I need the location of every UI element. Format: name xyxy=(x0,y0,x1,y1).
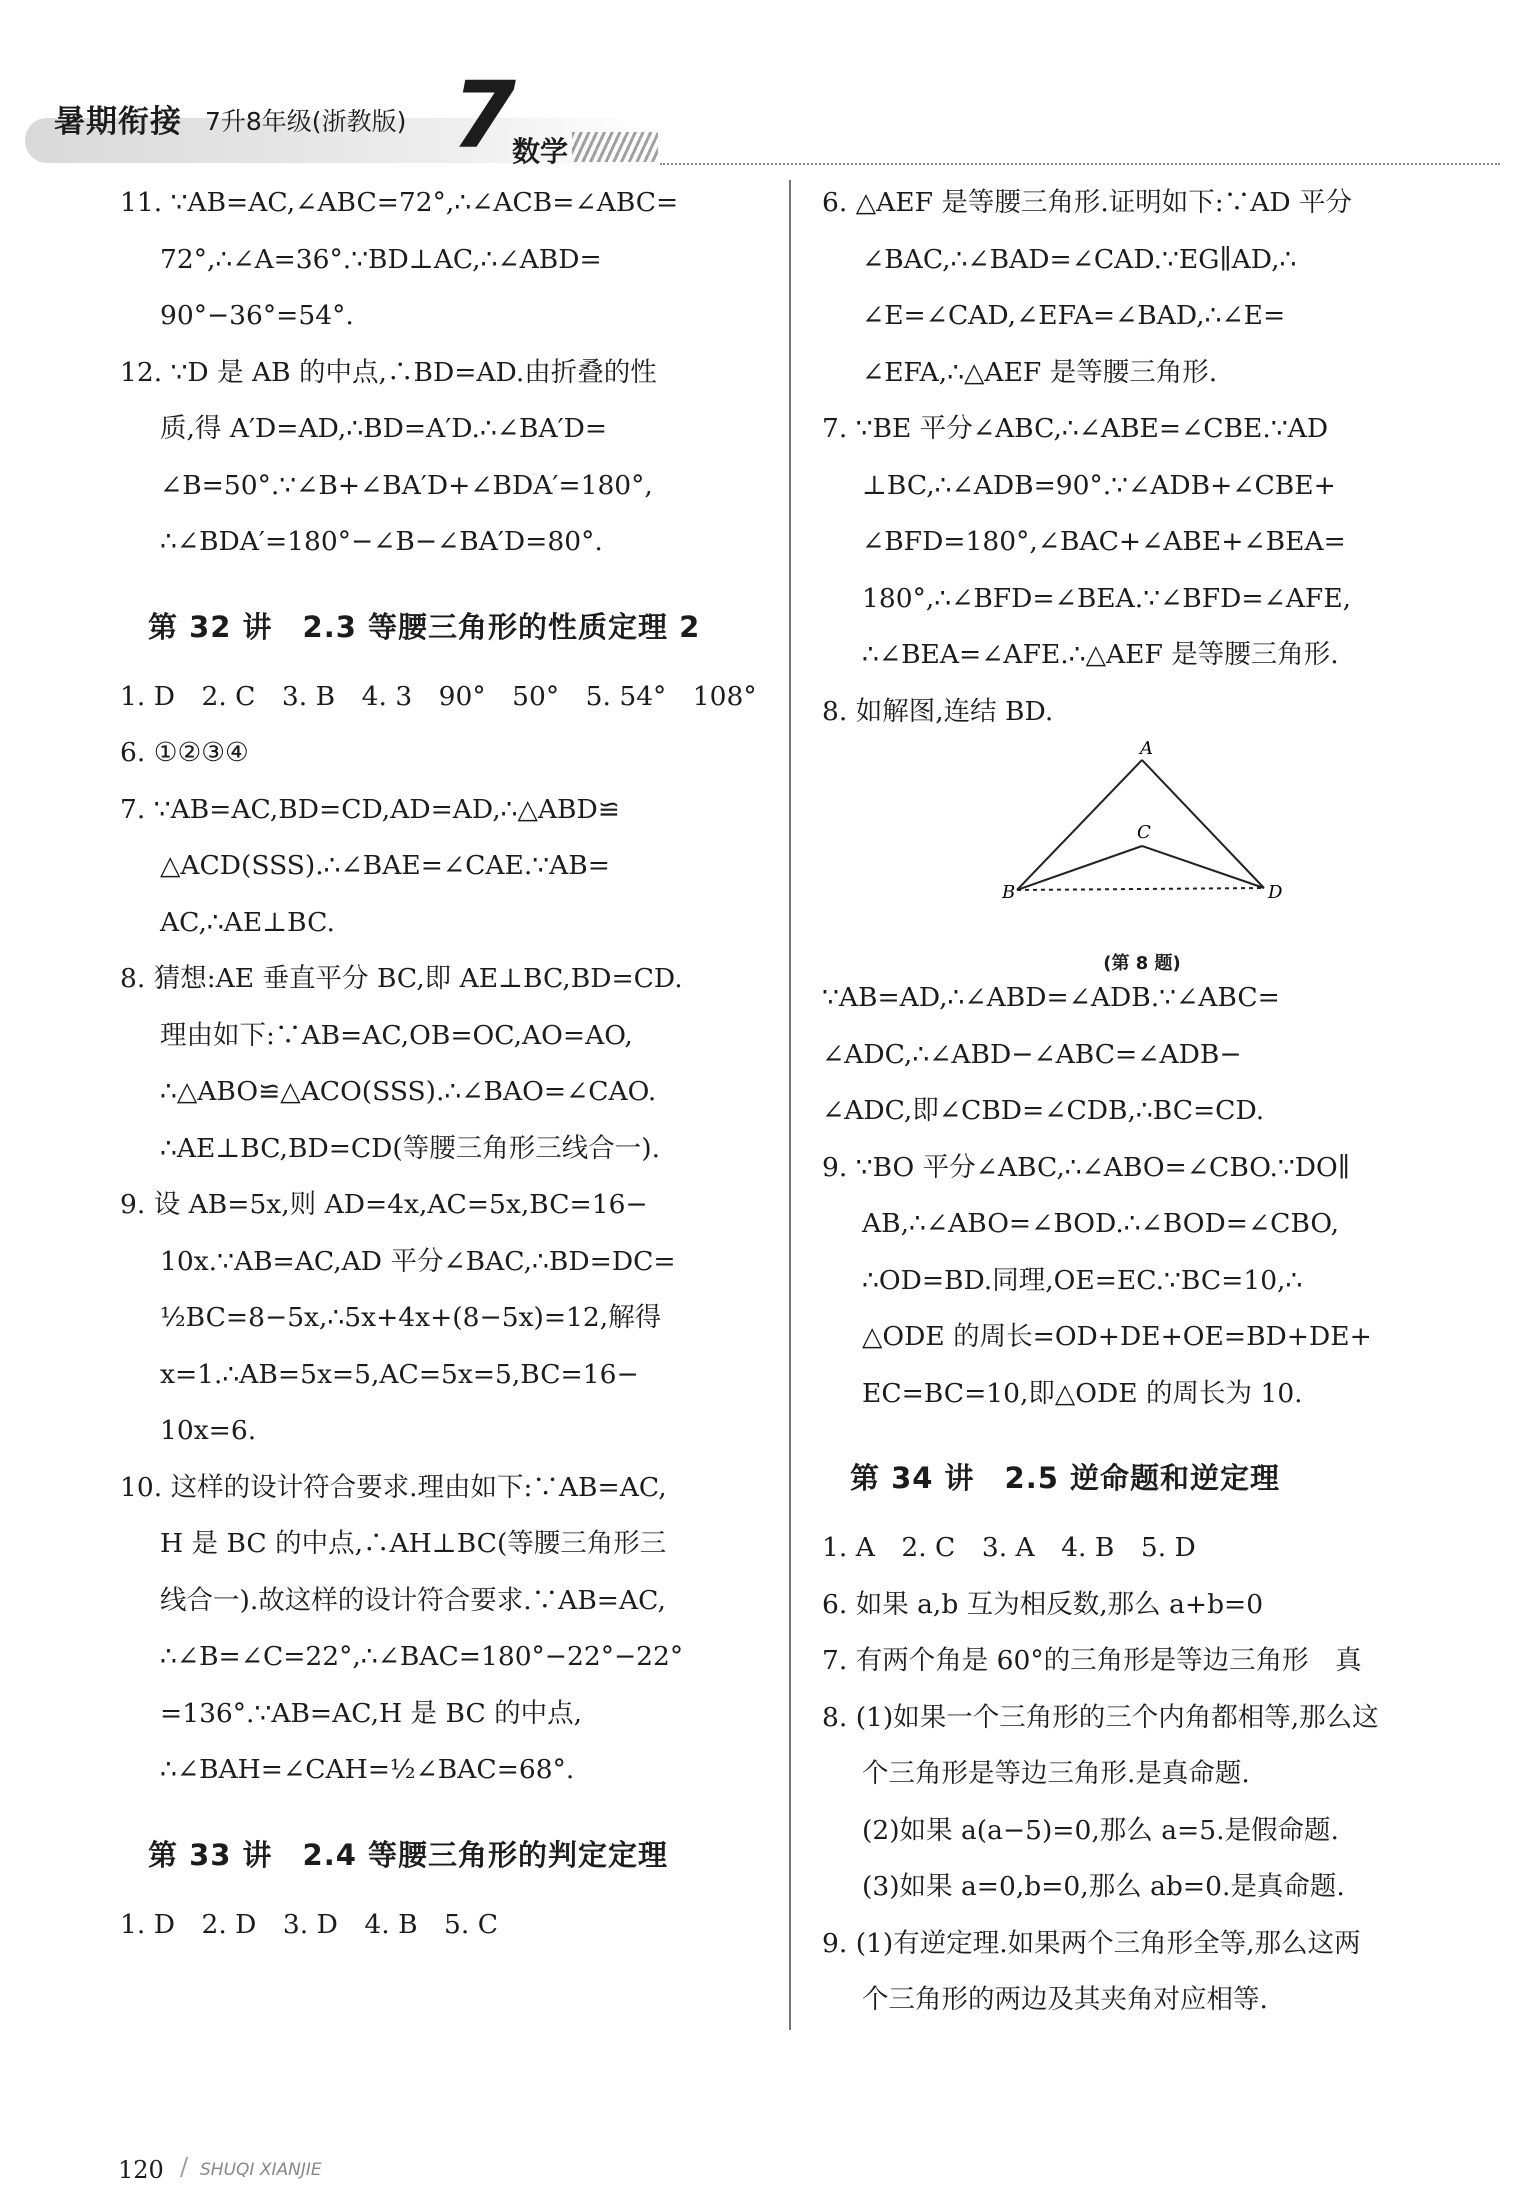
header-dotted-rule xyxy=(660,163,1500,165)
triangle-diagram xyxy=(1002,740,1282,940)
answers-33: 1. D 2. D 3. D 4. B 5. C xyxy=(120,1908,499,1940)
page-number: 120 xyxy=(118,2156,164,2184)
answer-6: 6. ①②③④ xyxy=(120,737,249,768)
answer-7: 7. ∵AB=AC,BD=CD,AD=AD,∴△ABD≌ △ACD(SSS).∴∠BAE=∠CAE.∵AB= AC,∴AE⊥BC. xyxy=(120,793,620,938)
footer-slash: / xyxy=(180,2153,189,2181)
grade-label: 7升8年级(浙教版) xyxy=(205,107,407,136)
column-divider xyxy=(789,180,791,2030)
answer-7-proof: 7. ∵BE 平分∠ABC,∴∠ABE=∠CBE.∵AD ⊥BC,∴∠ADB=90°.∵∠ADB+∠CBE+ ∠BFD=180°,∠BAC+∠ABE+∠BEA= 180°,∴∠BFD=∠BEA.∵∠BFD=∠AFE, ∴∠BEA=∠AFE.∴△AEF 是等腰三角形. xyxy=(822,413,1352,670)
series-name: SHUQI XIANJIE xyxy=(200,2160,322,2180)
figure-8 xyxy=(822,740,1462,974)
answer-8: 8. 猜想:AE 垂直平分 BC,即 AE⊥BC,BD=CD. 理由如下:∵AB=AC,OB=OC,AO=AO, ∴△ABO≌△ACO(SSS).∴∠BAO=∠CAO. ∴AE⊥BC,BD=CD(等腰三角形三线合一). xyxy=(120,963,683,1164)
answer-12: 12. ∵D 是 AB 的中点,∴BD=AD.由折叠的性 质,得 A′D=AD,∴BD=A′D.∴∠BA′D= ∠B=50°.∵∠B+∠BA′D+∠BDA′=180°, ∴∠BDA′=180°−∠B−∠BA′D=80°. xyxy=(120,356,657,557)
section-title-34: 第 34 讲 2.5 逆命题和逆定理 xyxy=(850,1461,1281,1495)
stripes-decoration xyxy=(572,132,658,162)
answer-9-proof: 9. ∵BO 平分∠ABC,∴∠ABO=∠CBO.∵DO∥ AB,∴∠ABO=∠BOD.∴∠BOD=∠CBO, ∴OD=BD.同理,OE=EC.∵BC=10,∴ △ODE 的周长=OD+DE+OE=BD+DE+ EC=BC=10,即△ODE 的周长为 10. xyxy=(822,1151,1372,1409)
left-column xyxy=(120,175,760,1953)
answer-11: 11. ∵AB=AC,∠ABC=72°,∴∠ACB=∠ABC= 72°,∴∠A=36°.∵BD⊥AC,∴∠ABD= 90°−36°=54°. xyxy=(120,187,679,331)
section-title-32: 第 32 讲 2.3 等腰三角形的性质定理 2 xyxy=(148,609,701,644)
answer-8-proof: ∵AB=AD,∴∠ABD=∠ADB.∵∠ABC= ∠ADC,∴∠ABD−∠ABC=∠ADB− ∠ADC,即∠CBD=∠CDB,∴BC=CD. xyxy=(822,982,1280,1126)
edge-cd xyxy=(1142,846,1264,888)
right-column xyxy=(822,175,1462,2029)
section-title-33: 第 33 讲 2.4 等腰三角形的判定定理 xyxy=(148,1837,669,1872)
answers-1-5: 1. D 2. C 3. B 4. 3 90° 50° 5. 54° 108° xyxy=(120,680,757,712)
answer-8-part2: (2)如果 a(a−5)=0,那么 a=5.是假命题. xyxy=(862,1814,1339,1846)
label-d: D xyxy=(1268,882,1282,903)
edge-bd-dashed xyxy=(1017,888,1264,890)
label-a: A xyxy=(1140,740,1153,759)
answer-10: 10. 这样的设计符合要求.理由如下:∵AB=AC, H 是 BC 的中点,∴AH⊥BC(等腰三角形三 线合一).故这样的设计符合要求.∵AB=AC, ∴∠B=∠C=22°,∴∠BAC=180°−22°−22° =136°.∵AB=AC,H 是 BC 的中点, ∴∠BAH=∠CAH=½∠BAC=68°. xyxy=(120,1471,684,1785)
edge-bc xyxy=(1017,846,1142,890)
page-header xyxy=(0,0,1527,170)
answer-9: 9. 设 AB=5x,则 AD=4x,AC=5x,BC=16− 10x.∵AB=AC,AD 平分∠BAC,∴BD=DC= ½BC=8−5x,∴5x+4x+(8−5x)=12,解得 x=1.∴AB=5x=5,AC=5x=5,BC=16− 10x=6. xyxy=(120,1189,676,1446)
edge-ab xyxy=(1017,760,1142,890)
label-b: B xyxy=(1002,882,1016,903)
answer-6-converse: 6. 如果 a,b 互为相反数,那么 a+b=0 xyxy=(822,1588,1264,1620)
answers-34: 1. A 2. C 3. A 4. B 5. D xyxy=(822,1532,1196,1563)
answer-8-intro: 8. 如解图,连结 BD. xyxy=(822,695,1054,727)
subject-label: 数学 xyxy=(512,135,569,168)
label-c: C xyxy=(1137,822,1151,843)
answer-8-part3: (3)如果 a=0,b=0,那么 ab=0.是真命题. xyxy=(862,1871,1345,1902)
answer-6-proof: 6. △AEF 是等腰三角形.证明如下:∵AD 平分 ∠BAC,∴∠BAD=∠CAD.∵EG∥AD,∴ ∠E=∠CAD,∠EFA=∠BAD,∴∠E= ∠EFA,∴△AEF 是等腰三角形. xyxy=(822,187,1353,388)
book-title: 暑期衔接 xyxy=(54,104,182,140)
answer-7-converse: 7. 有两个角是 60°的三角形是等边三角形 真 xyxy=(822,1645,1362,1676)
answer-9-converse: 9. (1)有逆定理.如果两个三角形全等,那么这两 个三角形的两边及其夹角对应相等. xyxy=(822,1927,1361,2015)
figure-caption: (第 8 题) xyxy=(1103,953,1181,974)
answer-8-converse: 8. (1)如果一个三角形的三个内角都相等,那么这 个三角形是等边三角形.是真命题. xyxy=(822,1701,1379,1789)
edge-ad xyxy=(1142,760,1264,888)
grade-number: 7 xyxy=(452,62,517,169)
